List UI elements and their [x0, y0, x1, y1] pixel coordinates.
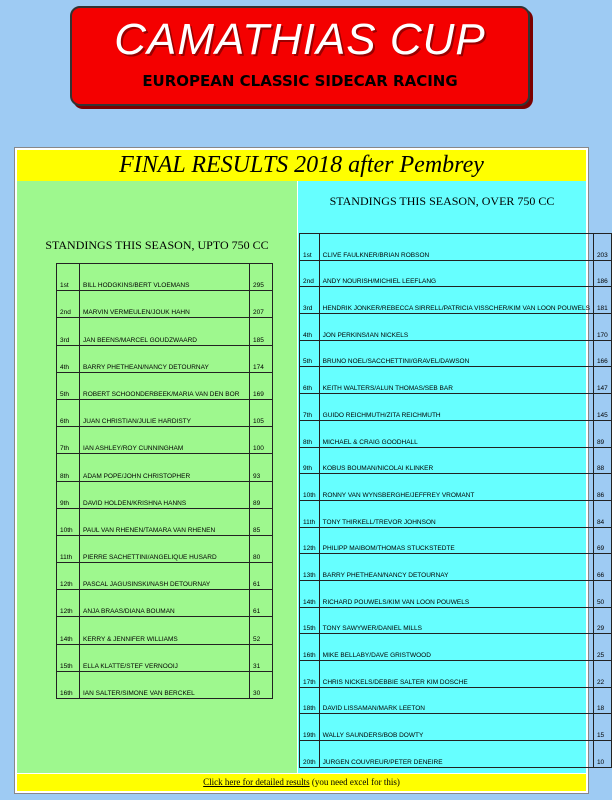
position-cell: 14th — [57, 617, 80, 644]
position-cell: 10th — [300, 474, 320, 501]
name-cell: PIERRE SACHETTINI/ANGELIQUE HUSARD — [80, 535, 250, 562]
points-cell: 170 — [593, 314, 611, 341]
table-row — [300, 234, 612, 261]
table-row — [57, 481, 273, 508]
position-cell: 1st — [57, 264, 80, 291]
points-cell: 207 — [250, 291, 273, 318]
banner-title: CAMATHIAS CUP — [114, 15, 486, 64]
table-row — [300, 554, 612, 581]
position-cell: 17th — [300, 661, 320, 688]
points-cell: 52 — [250, 617, 273, 644]
points-cell: 29 — [593, 607, 611, 634]
table-row — [57, 644, 273, 671]
position-cell: 9th — [300, 447, 320, 474]
name-cell: IAN SALTER/SIMONE VAN BERCKEL — [80, 671, 250, 698]
position-cell: 2nd — [300, 260, 320, 287]
table-row — [57, 590, 273, 617]
name-cell: PHILIPP MAIBOM/THOMAS STUCKSTEDTE — [319, 527, 593, 554]
over-750-panel — [298, 181, 608, 773]
points-cell: 186 — [593, 260, 611, 287]
points-cell: 66 — [593, 554, 611, 581]
position-cell: 12th — [57, 563, 80, 590]
table-row — [300, 340, 612, 367]
name-cell: RONNY VAN WYNSBERGHE/JEFFREY VROMANT — [319, 474, 593, 501]
name-cell: KOBUS BOUMAN/NICOLAI KLINKER — [319, 447, 593, 474]
position-cell: 5th — [57, 372, 80, 399]
detailed-results-link[interactable]: Click here for detailed results — [203, 777, 310, 787]
position-cell: 16th — [300, 634, 320, 661]
banner-subtitle: EUROPEAN CLASSIC SIDECAR RACING — [142, 72, 458, 90]
table-row — [57, 399, 273, 426]
points-cell: 80 — [250, 535, 273, 562]
name-cell: TONY SAWYWER/DANIEL MILLS — [319, 607, 593, 634]
points-cell: 105 — [250, 399, 273, 426]
points-cell: 69 — [593, 527, 611, 554]
points-cell: 85 — [250, 508, 273, 535]
table-row — [57, 508, 273, 535]
table-row — [300, 314, 612, 341]
results-frame — [14, 147, 608, 794]
name-cell: CLIVE FAULKNER/BRIAN ROBSON — [319, 234, 593, 261]
points-cell: 84 — [593, 500, 611, 527]
name-cell: DAVID HOLDEN/KRISHNA HANNS — [80, 481, 250, 508]
position-cell: 3rd — [300, 287, 320, 314]
upto-750-panel — [17, 181, 297, 773]
position-cell: 18th — [300, 687, 320, 714]
name-cell: JAN BEENS/MARCEL GOUDZWAARD — [80, 318, 250, 345]
points-cell: 100 — [250, 427, 273, 454]
table-row — [57, 671, 273, 698]
results-header — [17, 150, 586, 181]
over-750-title: STANDINGS THIS SEASON, OVER 750 CC — [329, 194, 555, 208]
position-cell: 14th — [300, 580, 320, 607]
name-cell: ELLA KLATTE/STEF VERNOOIJ — [80, 644, 250, 671]
position-cell: 19th — [300, 714, 320, 741]
points-cell: 18 — [593, 687, 611, 714]
table-row — [57, 454, 273, 481]
position-cell: 5th — [300, 340, 320, 367]
table-row — [300, 474, 612, 501]
position-cell: 8th — [300, 420, 320, 447]
name-cell: IAN ASHLEY/ROY CUNNINGHAM — [80, 427, 250, 454]
position-cell: 1st — [300, 234, 320, 261]
points-cell: 145 — [593, 394, 611, 421]
points-cell: 169 — [250, 372, 273, 399]
points-cell: 166 — [593, 340, 611, 367]
points-cell: 61 — [250, 590, 273, 617]
table-row — [57, 563, 273, 590]
table-row — [300, 661, 612, 688]
position-cell: 8th — [57, 454, 80, 481]
name-cell: KERRY & JENNIFER WILLIAMS — [80, 617, 250, 644]
position-cell: 12th — [57, 590, 80, 617]
position-cell: 20th — [300, 741, 320, 768]
points-cell: 15 — [593, 714, 611, 741]
table-row — [57, 372, 273, 399]
table-row — [300, 527, 612, 554]
name-cell: JUAN CHRISTIAN/JULIE HARDISTY — [80, 399, 250, 426]
table-row — [300, 394, 612, 421]
table-row — [300, 687, 612, 714]
results-title: FINAL RESULTS 2018 after Pembrey — [119, 152, 484, 178]
position-cell: 6th — [300, 367, 320, 394]
points-cell: 10 — [593, 741, 611, 768]
points-cell: 22 — [593, 661, 611, 688]
name-cell: BILL HODGKINS/BERT VLOEMANS — [80, 264, 250, 291]
table-row — [300, 741, 612, 768]
table-row — [57, 264, 273, 291]
over-750-standings-table — [299, 233, 612, 768]
upto-750-title: STANDINGS THIS SEASON, UPTO 750 CC — [45, 238, 269, 252]
name-cell: ANJA BRAAS/DIANA BOUMAN — [80, 590, 250, 617]
points-cell: 31 — [250, 644, 273, 671]
name-cell: MICHAEL & CRAIG GOODHALL — [319, 420, 593, 447]
name-cell: CHRIS NICKELS/DEBBIE SALTER KIM DOSCHE — [319, 661, 593, 688]
points-cell: 30 — [250, 671, 273, 698]
name-cell: WALLY SAUNDERS/BOB DOWTY — [319, 714, 593, 741]
position-cell: 11th — [300, 500, 320, 527]
name-cell: TONY THIRKELL/TREVOR JOHNSON — [319, 500, 593, 527]
position-cell: 13th — [300, 554, 320, 581]
name-cell: ANDY NOURISH/MICHIEL LEEFLANG — [319, 260, 593, 287]
name-cell: BARRY PHETHEAN/NANCY DETOURNAY — [80, 345, 250, 372]
camathias-cup-banner — [70, 6, 530, 106]
points-cell: 50 — [593, 580, 611, 607]
name-cell: JURGEN COUVREUR/PETER DENEIRE — [319, 741, 593, 768]
name-cell: RICHARD POUWELS/KIM VAN LOON POUWELS — [319, 580, 593, 607]
position-cell: 6th — [57, 399, 80, 426]
name-cell: GUIDO REICHMUTH/ZITA REICHMUTH — [319, 394, 593, 421]
upto-750-standings-table — [56, 263, 273, 699]
table-row — [300, 634, 612, 661]
points-cell: 25 — [593, 634, 611, 661]
points-cell: 295 — [250, 264, 273, 291]
table-row — [300, 714, 612, 741]
name-cell: BRUNO NOEL/SACCHETTINI/GRAVEL/DAWSON — [319, 340, 593, 367]
table-row — [300, 287, 612, 314]
table-row — [300, 580, 612, 607]
table-row — [57, 617, 273, 644]
name-cell: ROBERT SCHOONDERBEEK/MARIA VAN DEN BOR — [80, 372, 250, 399]
position-cell: 9th — [57, 481, 80, 508]
points-cell: 147 — [593, 367, 611, 394]
points-cell: 181 — [593, 287, 611, 314]
table-row — [57, 291, 273, 318]
table-row — [300, 500, 612, 527]
name-cell: JON PERKINS/IAN NICKELS — [319, 314, 593, 341]
position-cell: 16th — [57, 671, 80, 698]
table-row — [300, 420, 612, 447]
position-cell: 12th — [300, 527, 320, 554]
table-row — [57, 427, 273, 454]
table-row — [57, 535, 273, 562]
points-cell: 88 — [593, 447, 611, 474]
position-cell: 7th — [300, 394, 320, 421]
table-row — [300, 260, 612, 287]
points-cell: 174 — [250, 345, 273, 372]
position-cell: 2nd — [57, 291, 80, 318]
position-cell: 4th — [57, 345, 80, 372]
table-row — [300, 447, 612, 474]
name-cell: MIKE BELLABY/DAVE GRISTWOOD — [319, 634, 593, 661]
position-cell: 7th — [57, 427, 80, 454]
points-cell: 61 — [250, 563, 273, 590]
points-cell: 93 — [250, 454, 273, 481]
table-row — [57, 318, 273, 345]
name-cell: HENDRIK JONKER/REBECCA SIRRELL/PATRICIA VISSCHER/KIM VAN LOON POUWELS — [319, 287, 593, 314]
points-cell: 185 — [250, 318, 273, 345]
results-footer — [17, 774, 586, 791]
position-cell: 11th — [57, 535, 80, 562]
name-cell: ADAM POPE/JOHN CHRISTOPHER — [80, 454, 250, 481]
name-cell: PAUL VAN RHENEN/TAMARA VAN RHENEN — [80, 508, 250, 535]
points-cell: 89 — [250, 481, 273, 508]
name-cell: KEITH WALTERS/ALUN THOMAS/SEB BAR — [319, 367, 593, 394]
name-cell: DAVID LISSAMAN/MARK LEETON — [319, 687, 593, 714]
position-cell: 15th — [57, 644, 80, 671]
points-cell: 203 — [593, 234, 611, 261]
position-cell: 3rd — [57, 318, 80, 345]
position-cell: 4th — [300, 314, 320, 341]
name-cell: BARRY PHETHEAN/NANCY DETOURNAY — [319, 554, 593, 581]
name-cell: MARVIN VERMEULEN/JOUK HAHN — [80, 291, 250, 318]
points-cell: 86 — [593, 474, 611, 501]
excel-note: (you need excel for this) — [311, 777, 400, 787]
table-row — [300, 367, 612, 394]
name-cell: PASCAL JAGUSINSKI/NASH DETOURNAY — [80, 563, 250, 590]
table-row — [300, 607, 612, 634]
table-row — [57, 345, 273, 372]
points-cell: 89 — [593, 420, 611, 447]
position-cell: 10th — [57, 508, 80, 535]
position-cell: 15th — [300, 607, 320, 634]
